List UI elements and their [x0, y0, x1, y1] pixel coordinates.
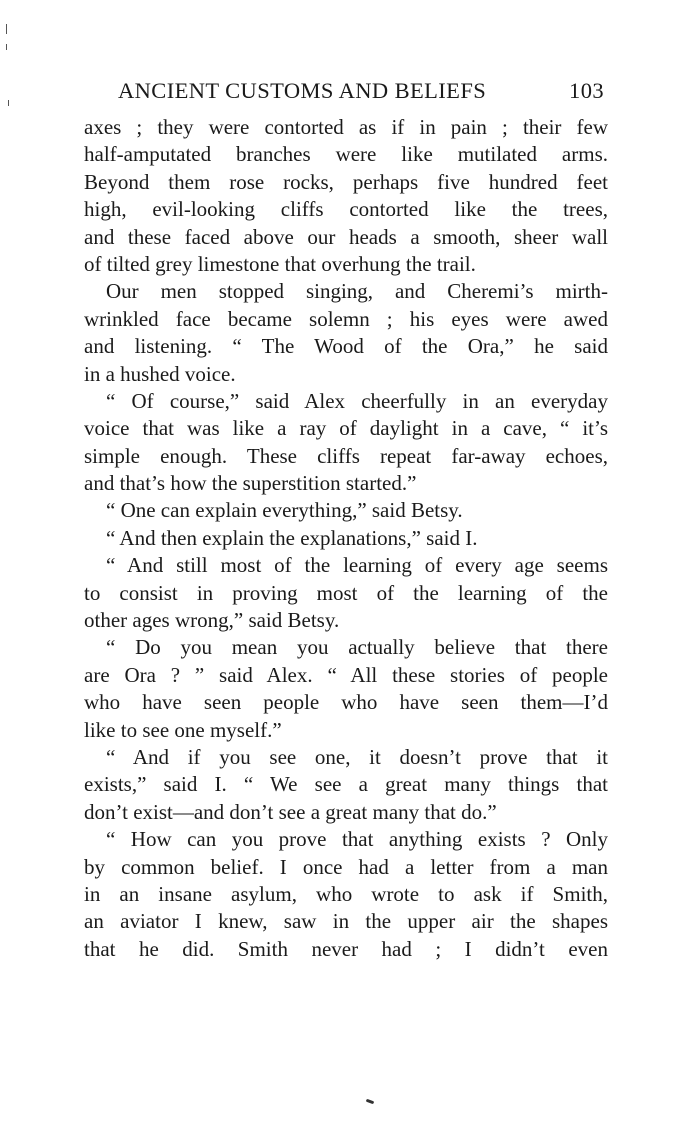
text-line: like to see one myself.”	[84, 717, 282, 742]
text-line: in a hushed voice.	[84, 361, 236, 386]
text-line: “ Of course,” said Alex cheerfully in an everyday	[106, 388, 608, 413]
page-number: 103	[569, 78, 604, 103]
running-title: ANCIENT CUSTOMS AND BELIEFS	[118, 78, 487, 103]
text-line: of tilted grey limestone that overhung the trail.	[84, 251, 476, 276]
text-line: are Ora ? ” said Alex. “ All these stories of people	[84, 662, 608, 687]
text-line: simple enough. These cliffs repeat far-away echoes,	[84, 443, 608, 468]
text-line: to consist in proving most of the learning of the	[84, 580, 608, 605]
margin-mark	[6, 44, 7, 50]
text-line: “ Do you mean you actually believe that there	[106, 635, 608, 660]
text-line: wrinkled face became solemn ; his eyes were awed	[84, 306, 608, 331]
text-line: exists,” said I. “ We see a great many things that	[84, 772, 608, 797]
text-line: “ One can explain everything,” said Betsy.	[106, 498, 463, 523]
print-speck	[366, 1099, 375, 1105]
text-line: “ How can you prove that anything exists ? Only	[106, 827, 608, 852]
running-head	[84, 74, 604, 112]
text-line: “ And still most of the learning of every age seems	[106, 553, 608, 578]
text-line: don’t exist—and don’t see a great many that do.”	[84, 799, 497, 824]
text-line: “ And if you see one, it doesn’t prove that it	[106, 744, 608, 769]
text-line: Our men stopped singing, and Cheremi’s mirth-	[106, 279, 608, 304]
body-text	[84, 114, 608, 963]
text-line: in an insane asylum, who wrote to ask if Smith,	[84, 881, 608, 906]
text-line: by common belief. I once had a letter from a man	[84, 854, 608, 879]
text-line: half-amputated branches were like mutilated arms.	[84, 142, 608, 167]
margin-mark	[6, 24, 7, 34]
text-line: high, evil-looking cliffs contorted like the trees,	[84, 197, 608, 222]
text-line: that he did. Smith never had ; I didn’t even	[84, 936, 608, 961]
text-line: axes ; they were contorted as if in pain ; their few	[84, 115, 608, 139]
text-line: Beyond them rose rocks, perhaps five hundred feet	[84, 169, 608, 194]
text-line: and these faced above our heads a smooth, sheer wall	[84, 224, 608, 249]
text-line: and listening. “ The Wood of the Ora,” he said	[84, 334, 608, 359]
text-line: voice that was like a ray of daylight in a cave, “ it’s	[84, 416, 608, 441]
text-line: other ages wrong,” said Betsy.	[84, 608, 340, 633]
text-line: who have seen people who have seen them—I’d	[84, 690, 608, 715]
text-line: an aviator I knew, saw in the upper air the shapes	[84, 909, 608, 934]
margin-mark	[8, 100, 9, 106]
text-line: “ And then explain the explanations,” said I.	[106, 525, 478, 550]
text-line: and that’s how the superstition started.”	[84, 471, 417, 496]
